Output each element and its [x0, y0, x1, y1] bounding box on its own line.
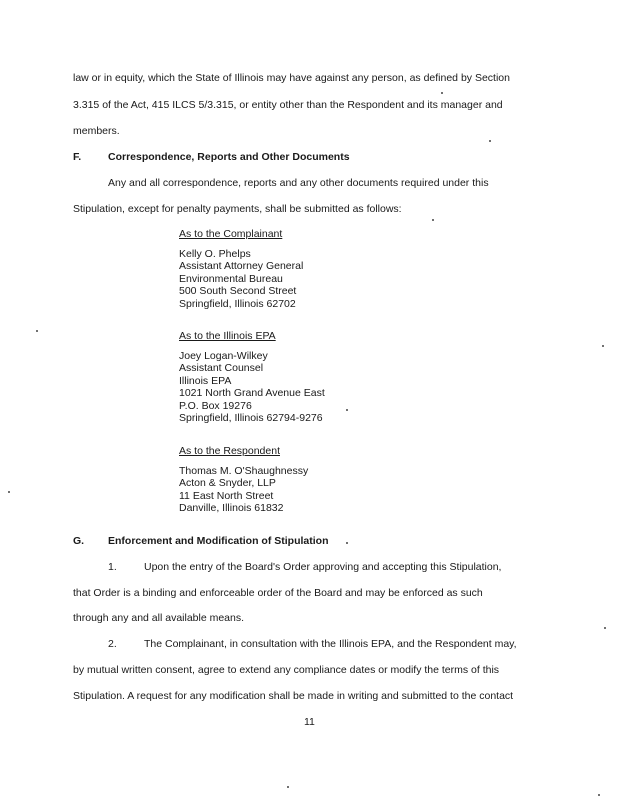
paragraph-line: 3.315 of the Act, 415 ILCS 5/3.315, or entity other than the Respondent and its manager and: [73, 99, 503, 111]
paragraph-line: The Complainant, in consultation with the Illinois EPA, and the Respondent may,: [144, 638, 517, 650]
scan-speck: [602, 345, 604, 347]
paragraph-line: Any and all correspondence, reports and any other documents required under this: [108, 177, 489, 189]
contact-line: Springfield, Illinois 62702: [179, 297, 296, 310]
paragraph-line: that Order is a binding and enforceable order of the Board and may be enforced as such: [73, 587, 483, 599]
section-letter: F.: [73, 151, 82, 163]
contact-heading: As to the Respondent: [179, 445, 280, 457]
paragraph-line: Stipulation. A request for any modification shall be made in writing and submitted to the contact: [73, 690, 514, 702]
scan-speck: [604, 627, 606, 629]
contact-line: Danville, Illinois 61832: [179, 502, 284, 514]
section-title: Correspondence, Reports and Other Documents: [108, 151, 350, 163]
scan-speck: [346, 542, 348, 544]
contact-line: Assistant Counsel: [179, 362, 264, 374]
page-number: 11: [304, 716, 315, 728]
contact-heading: As to the Complainant: [179, 228, 283, 240]
scan-speck: [36, 330, 38, 332]
section-title: Enforcement and Modification of Stipulation: [108, 535, 329, 547]
contact-line: Kelly O. Phelps: [179, 247, 251, 260]
contact-block-respondent: [179, 445, 308, 515]
contact-heading: As to the Illinois EPA: [179, 330, 276, 342]
paragraph-line: law or in equity, which the State of Illinois may have against any person, as defined by Section: [73, 72, 510, 84]
paragraph-line: members.: [73, 125, 120, 137]
contact-line: Thomas M. O'Shaughnessy: [179, 464, 309, 477]
contact-line: Illinois EPA: [179, 374, 232, 387]
paragraph-number: 2.: [108, 638, 117, 650]
scan-speck: [441, 92, 443, 94]
scan-speck: [489, 140, 491, 142]
contact-block-illinois-epa: [179, 330, 325, 425]
scan-speck: [432, 219, 434, 221]
contact-line: 1021 North Grand Avenue East: [179, 387, 325, 399]
scan-speck: [287, 786, 289, 788]
contact-line: P.O. Box 19276: [179, 399, 252, 412]
paragraph-line: by mutual written consent, agree to extend any compliance dates or modify the terms of this: [73, 664, 500, 676]
contact-line: 11 East North Street: [179, 489, 274, 502]
section-letter: G.: [73, 535, 85, 547]
contact-line: Springfield, Illinois 62794-9276: [179, 412, 323, 424]
paragraph-line: through any and all available means.: [73, 612, 245, 624]
scan-speck: [598, 794, 600, 796]
contact-line: 500 South Second Street: [179, 285, 297, 297]
contact-line: Joey Logan-Wilkey: [179, 349, 268, 362]
paragraph-number: 1.: [108, 561, 117, 573]
scan-speck: [8, 491, 10, 493]
contact-line: Acton & Snyder, LLP: [179, 477, 276, 489]
paragraph-line: Stipulation, except for penalty payments, shall be submitted as follows:: [73, 203, 402, 215]
paragraph-line: Upon the entry of the Board's Order approving and accepting this Stipulation,: [144, 561, 502, 573]
contact-line: Assistant Attorney General: [179, 260, 304, 272]
scan-speck: [346, 409, 348, 411]
contact-block-complainant: [179, 228, 303, 310]
contact-line: Environmental Bureau: [179, 272, 283, 285]
